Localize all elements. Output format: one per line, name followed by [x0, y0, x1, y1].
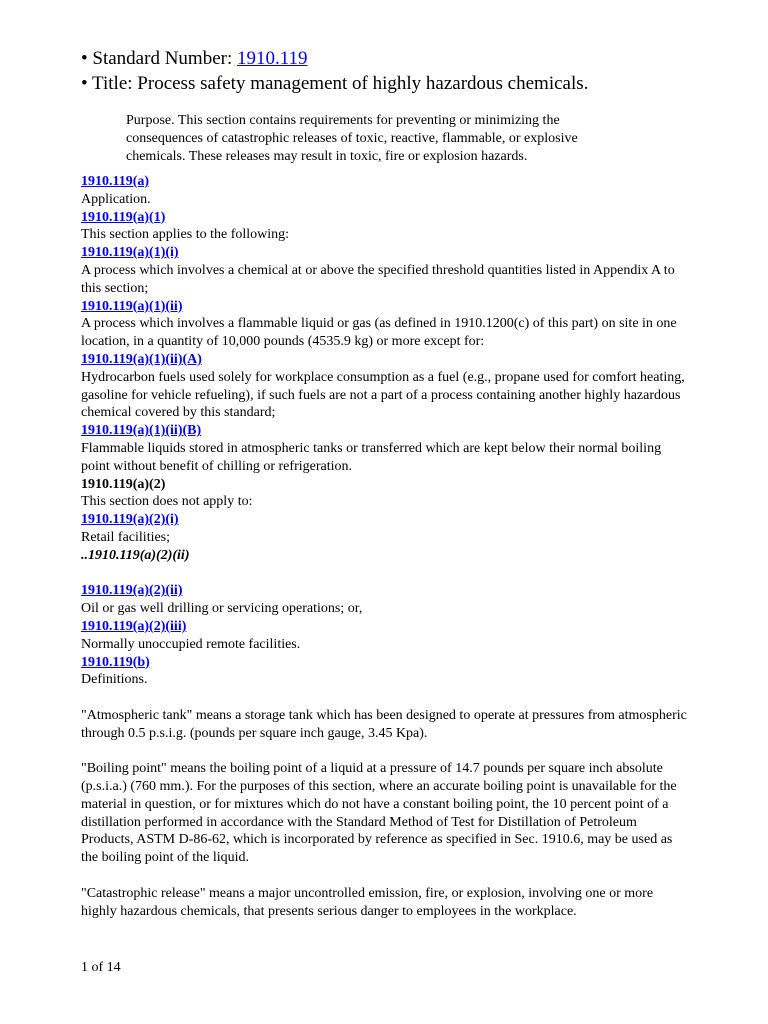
section-link-a2iii[interactable]: 1910.119(a)(2)(iii) [81, 618, 187, 634]
spacer [81, 565, 691, 583]
spacer [81, 743, 691, 761]
section-text-a2: This section does not apply to: [81, 494, 253, 510]
standard-number-link[interactable]: 1910.119 [236, 48, 308, 69]
section-link-a[interactable]: 1910.119(a) [81, 174, 150, 189]
document-title: • Title: Process safety management of highly hazardous chemicals. [81, 73, 589, 94]
section-text-a2iii: Normally unoccupied remote facilities. [81, 636, 301, 652]
section-text-a1: This section applies to the following: [81, 227, 290, 243]
definition-catastrophic-release: "Catastrophic release" means a major uncontrolled emission, fire, or explosion, involving one or more highly hazardous chemicals, that presents serious danger to employees in the workplace. [81, 885, 654, 919]
section-text-a1iiB: Flammable liquids stored in atmospheric tanks or transferred which are kept below their normal boiling point without benefit of chilling or refrigeration. [81, 440, 662, 474]
section-link-a1i[interactable]: 1910.119(a)(1)(i) [81, 245, 179, 261]
standard-number-line [81, 46, 588, 71]
section-text-a2i: Retail facilities; [81, 529, 171, 545]
document-body [81, 173, 691, 920]
section-text-a2ii: Oil or gas well drilling or servicing operations; or, [81, 601, 363, 617]
spacer [81, 689, 691, 707]
definition-boiling-point: "Boiling point" means the boiling point of a liquid at a pressure of 14.7 pounds per square inch absolute (p.s.i.a.) (760 mm.). For the purposes of this section, where an accurate boiling point is unavailable for the material in question, or for mixtures which do not have a constant boiling point, the 10 percent point of a distillation performed in accordance with the Standard Method of Test for Distillation of Petroleum Products, ASTM D-86-62, which is incorporated by reference as specified in Sec. 1910.6, may be used as the boiling point of the liquid. [81, 761, 677, 866]
section-link-a2ii[interactable]: 1910.119(a)(2)(ii) [81, 583, 183, 599]
section-heading-a2: 1910.119(a)(2) [81, 476, 166, 492]
document-header [81, 46, 588, 96]
section-marker-a2ii: ..1910.119(a)(2)(ii) [81, 547, 190, 563]
standard-number-label: • Standard Number: [81, 48, 237, 69]
section-text-b: Definitions. [81, 672, 148, 688]
spacer [81, 867, 691, 885]
section-link-a1iiB[interactable]: 1910.119(a)(1)(ii)(B) [81, 423, 202, 439]
section-text-a1i: A process which involves a chemical at or above the specified threshold quantities listed in Appendix A to this section; [81, 262, 675, 296]
section-link-a1ii[interactable]: 1910.119(a)(1)(ii) [81, 298, 183, 314]
definition-atmospheric-tank: "Atmospheric tank" means a storage tank which has been designed to operate at pressures from atmospheric through 0.5 p.s.i.g. (pounds per square inch gauge, 3.45 Kpa). [81, 707, 687, 741]
section-link-a1[interactable]: 1910.119(a)(1) [81, 209, 166, 225]
section-text-a1iiA: Hydrocarbon fuels used solely for workplace consumption as a fuel (e.g., propane used for comfort heating, gasoline for vehicle refueling), if such fuels are not a part of a process containing another highly hazardous chemical covered by this standard; [81, 369, 685, 421]
section-link-a2i[interactable]: 1910.119(a)(2)(i) [81, 512, 179, 528]
section-link-a1iiA[interactable]: 1910.119(a)(1)(ii)(A) [81, 351, 202, 367]
purpose-paragraph: Purpose. This section contains requirements for preventing or minimizing the consequences of catastrophic releases of toxic, reactive, flammable, or explosive chemicals. These releases may result in toxic, fire or explosion hazards. [126, 113, 578, 164]
section-text-a: Application. [81, 191, 151, 207]
page-number: 1 of 14 [81, 960, 121, 975]
section-text-a1ii: A process which involves a flammable liquid or gas (as defined in 1910.1200(c) of this part) on site in one location, in a quantity of 10,000 pounds (4535.9 kg) or more except for: [81, 316, 677, 350]
section-link-b[interactable]: 1910.119(b) [81, 654, 150, 670]
